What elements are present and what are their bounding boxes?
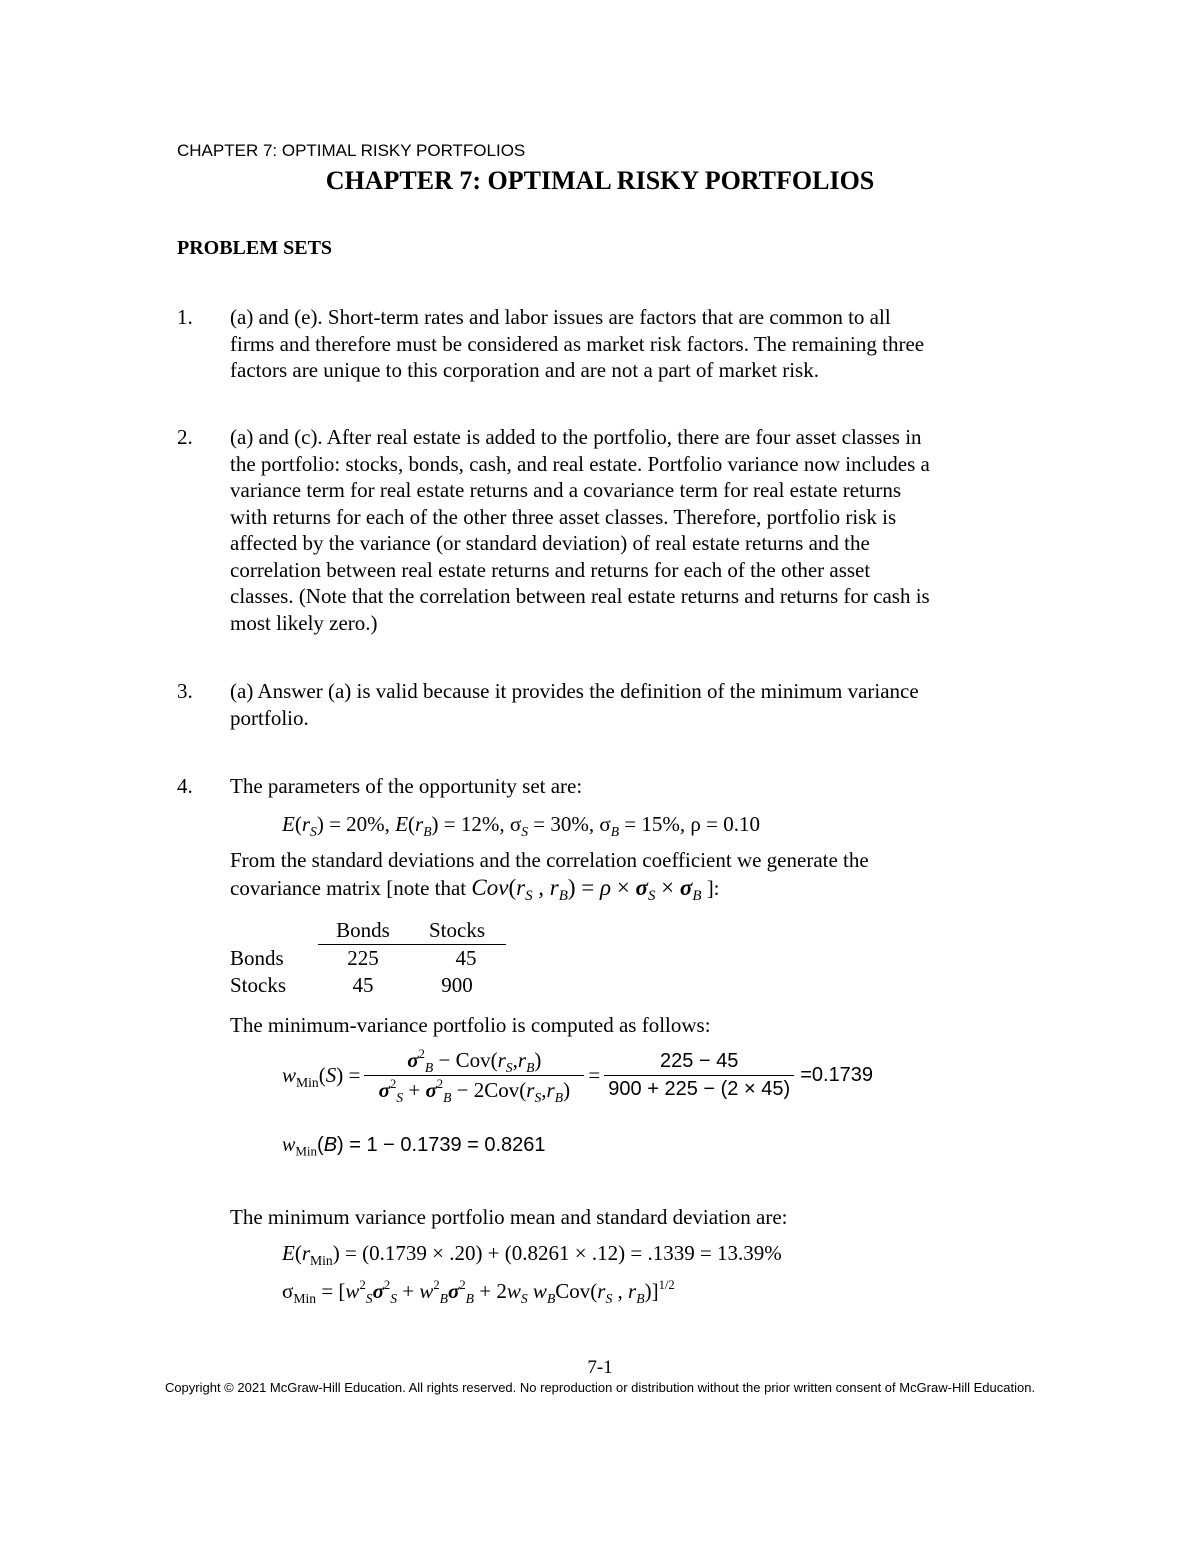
copyright-notice: Copyright © 2021 McGraw-Hill Education. All rights reserved. No reproduction or distribution without the prior written consent of McGraw-Hill Education. [164, 1380, 1036, 1395]
from-line: From the standard deviations and the correlation coefficient we generate the [230, 848, 869, 872]
text-line: factors are unique to this corporation and are not a part of market risk. [230, 358, 819, 382]
item-2-text [230, 424, 930, 636]
text-line: portfolio. [230, 705, 309, 730]
table-cell: 45 [455, 946, 477, 970]
table-cell: 225 [347, 946, 379, 970]
table-cell: 45 [352, 973, 374, 997]
text-line: classes. (Note that the correlation between real estate returns and returns for cash is [230, 584, 930, 608]
row-label: Bonds [230, 945, 284, 970]
text-line: (a) Answer (a) is valid because it provides the definition of the minimum variance [230, 679, 919, 703]
covariance-note: covariance matrix [note that $Cov(r_S$ , $r_B) = \rho \times \sigma_S \times \sigma_B$ ]: [230, 875, 720, 905]
item-number: 2. [177, 425, 193, 449]
text-line: (a) and (c). After real estate is added to the portfolio, there are four asset classes in [230, 425, 922, 449]
item-3-text [230, 678, 919, 731]
page-number: 7-1 [587, 1357, 613, 1378]
table-cell: 900 [441, 973, 473, 997]
sd-equation: $\sigma_{Min} = [w^2_S\sigma^2_S + w^2_B\sigma^2_B + 2w_S$ $w_BCov(r_S$ , $r_B)]^{1/2}$ [282, 1278, 675, 1306]
text-line: correlation between real estate returns and returns for each of the other asset [230, 557, 871, 582]
text-line: with returns for each of the other three asset classes. Therefore, portfolio risk is [230, 504, 897, 529]
cov-intro-text: covariance matrix [note that [230, 876, 467, 900]
page-title: CHAPTER 7: OPTIMAL RISKY PORTFOLIOS [325, 166, 875, 195]
text-line: most likely zero.) [230, 610, 378, 635]
minvar-line: The minimum-variance portfolio is computed as follows: [230, 1013, 711, 1037]
weight-formula: $w_{Min}(S)$ = $\frac{\sigma^2_B - Cov(r_S,r_B)}{\sigma^2_S + \sigma^2_B - 2Cov(r_S,r_B)}$ = $\frac{225 - 45}{900 + 225 - (2 \times 45)}$ =0.1739 [282, 1047, 874, 1105]
mean-sd-line: The minimum variance portfolio mean and standard deviation are: [230, 1205, 788, 1229]
row-label: Stocks [230, 973, 287, 997]
col-header-stocks: Stocks [408, 917, 506, 945]
numeric-denominator: 900 + 225 − (2 × 45) [608, 1078, 791, 1100]
text-line: firms and therefore must be considered as market risk factors. The remaining three [230, 331, 925, 356]
item-number: 4. [177, 774, 193, 798]
text-line: affected by the variance (or standard deviation) of real estate returns and the [230, 531, 870, 555]
text-line: the portfolio: stocks, bonds, cash, and real estate. Portfolio variance now includes a [230, 451, 930, 476]
numeric-numerator: 225 − 45 [604, 1050, 794, 1076]
text-line: (a) and (e). Short-term rates and labor issues are factors that are common to all [230, 305, 891, 329]
table-row [230, 945, 506, 973]
col-header-bonds: Bonds [318, 917, 408, 945]
mean-equation: $E(r_{Min}) = (0.1739 \times .20) + (0.8261 \times .12) = .1339 = 13.39\%$ [282, 1241, 782, 1268]
table-row [230, 972, 506, 999]
section-heading: PROBLEM SETS [177, 237, 333, 259]
covariance-matrix [230, 917, 506, 999]
parameters-equation: $E(r_S) = 20\%$, $E(r_B) = 12\%$, $\sigma_S = 30\%$, $\sigma_B = 15\%$, ρ = 0.10 [282, 812, 760, 839]
item-4-intro: The parameters of the opportunity set are: [230, 774, 583, 798]
weight-result: =0.1739 [800, 1064, 874, 1086]
item-number: 1. [177, 305, 193, 329]
item-number: 3. [177, 679, 193, 703]
text-line: variance term for real estate returns and a covariance term for real estate returns [230, 478, 902, 502]
bond-weight-equation: $w_{Min}(B) = 1 - 0.1739 = 0.8261$ [282, 1134, 546, 1159]
running-head: CHAPTER 7: OPTIMAL RISKY PORTFOLIOS [177, 141, 526, 160]
item-1-text [230, 304, 924, 384]
